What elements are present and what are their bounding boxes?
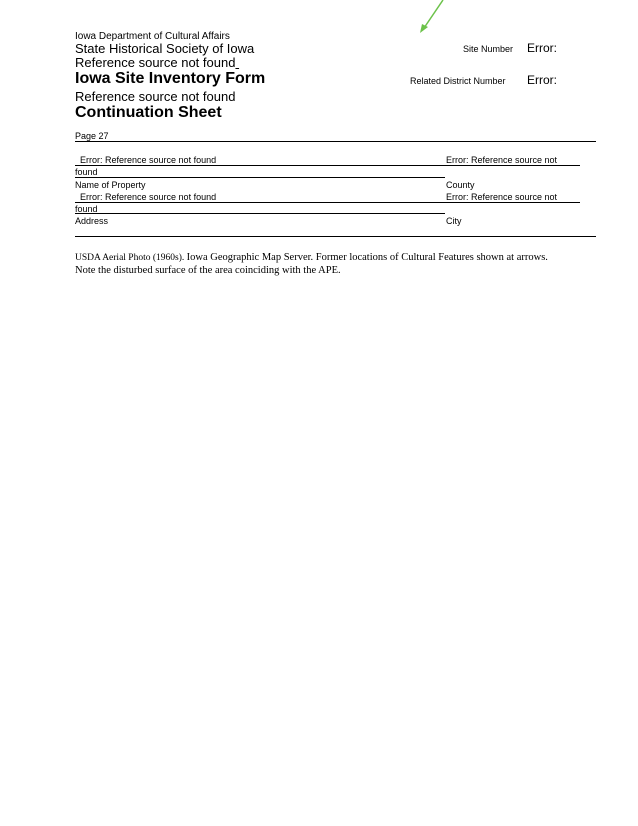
section-rule [75,236,596,237]
caption-description: Iowa Geographic Map Server. Former locations of Cultural Features shown at arrows. [186,252,548,263]
page-rule [75,141,596,142]
county-value: Error: Reference source not [446,155,558,165]
district-number-value: Error: [527,73,557,87]
page-number: Page 27 [75,131,109,141]
property-name-label: Name of Property [75,180,146,190]
form-title: Iowa Site Inventory Form [75,70,266,87]
property-name-value-cont: found [75,167,98,177]
address-value [75,192,216,202]
arrow-marker-icon [415,0,445,34]
caption-source: USDA Aerial Photo (1960s). [75,253,185,263]
reference-underline [235,55,239,70]
address-label: Address [75,216,109,226]
county-label: County [446,180,475,190]
property-name-text: Error: Reference source not found [80,155,217,165]
site-number-value: Error: [527,41,557,55]
caption-line-1 [75,252,548,263]
reference-error-1 [75,55,239,70]
city-label: City [446,216,462,226]
city-value: Error: Reference source not [446,192,558,202]
address-rule [75,213,445,214]
address-value-cont: found [75,204,98,214]
county-rule [75,165,580,166]
sheet-title: Continuation Sheet [75,104,222,121]
address-text: Error: Reference source not found [80,192,217,202]
district-number-label: Related District Number [410,76,506,86]
site-number-label: Site Number [463,44,514,54]
property-name-value [75,155,216,165]
reference-error-2: Reference source not found [75,89,236,104]
caption-line-2: Note the disturbed surface of the area coinciding with the APE. [75,265,341,276]
reference-error-1-text: Reference source not found [75,55,236,70]
agency-name: Iowa Department of Cultural Affairs [75,31,230,42]
city-rule [75,202,580,203]
property-rule [75,177,445,178]
society-name: State Historical Society of Iowa [75,41,255,56]
